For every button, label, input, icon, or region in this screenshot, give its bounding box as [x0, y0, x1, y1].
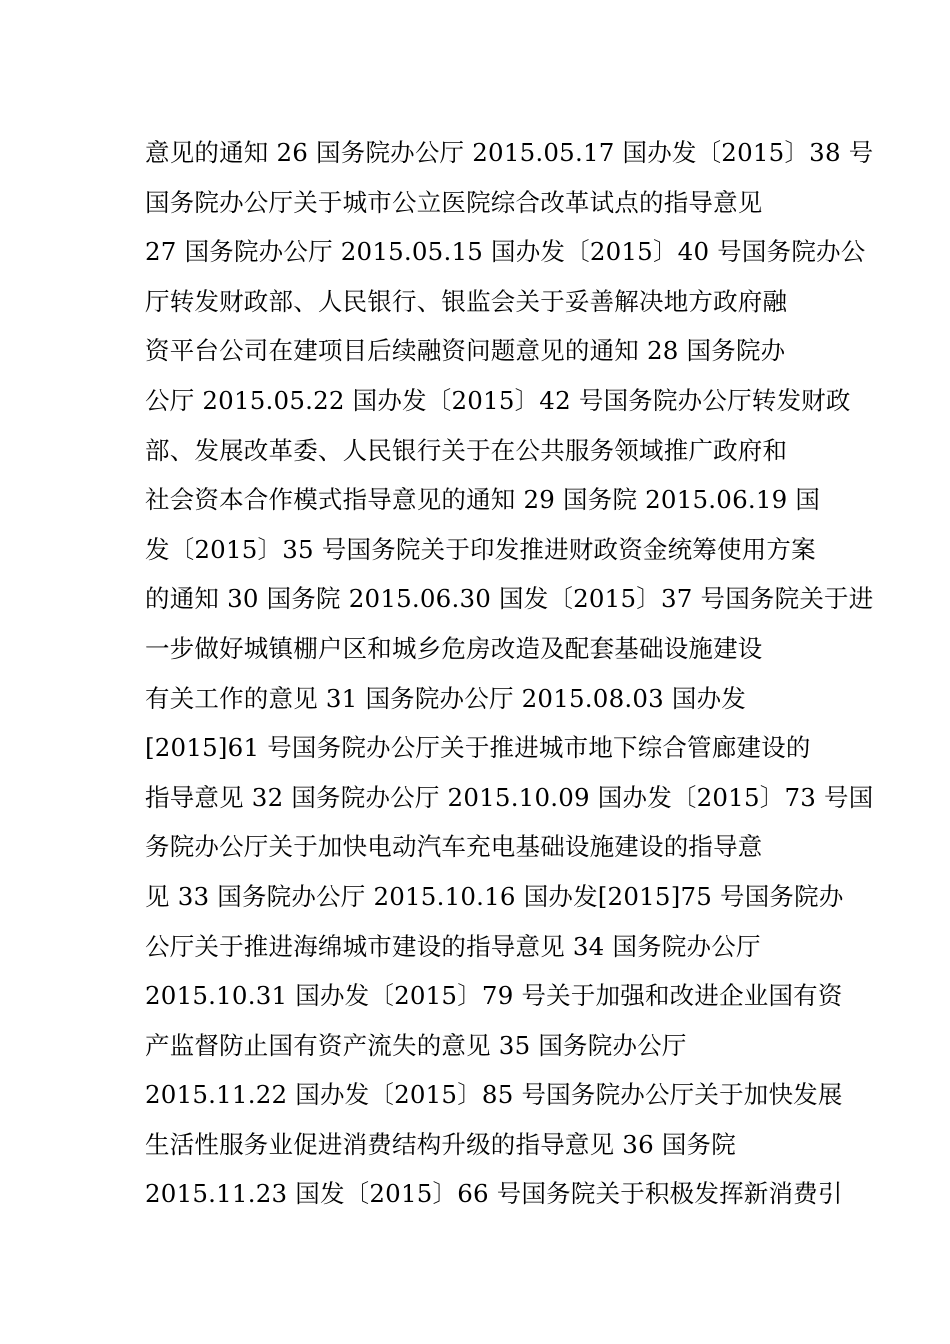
text-line-14: 指导意见 32 国务院办公厅 2015.10.09 国办发〔2015〕73 号国 [145, 782, 874, 812]
text-line-19: 产监督防止国有资产流失的意见 35 国务院办公厅 [145, 1030, 687, 1060]
text-line-8: 社会资本合作模式指导意见的通知 29 国务院 2015.06.19 国 [145, 485, 821, 515]
text-line-7: 部、发展改革委、人民银行关于在公共服务领域推广政府和 [145, 435, 788, 465]
text-line-13: [2015]61 号国务院办公厅关于推进城市地下综合管廊建设的 [145, 733, 811, 763]
text-line-20: 2015.11.22 国办发〔2015〕85 号国务院办公厅关于加快发展 [145, 1080, 843, 1110]
text-line-17: 公厅关于推进海绵城市建设的指导意见 34 国务院办公厅 [145, 931, 761, 961]
text-line-4: 厅转发财政部、人民银行、银监会关于妥善解决地方政府融 [145, 286, 788, 316]
text-line-21: 生活性服务业促进消费结构升级的指导意见 36 国务院 [145, 1129, 736, 1159]
text-line-5: 资平台公司在建项目后续融资问题意见的通知 28 国务院办 [145, 336, 786, 366]
text-line-10: 的通知 30 国务院 2015.06.30 国发〔2015〕37 号国务院关于进 [145, 584, 874, 614]
text-line-2: 国务院办公厅关于城市公立医院综合改革试点的指导意见 [145, 187, 763, 217]
text-line-1: 意见的通知 26 国务院办公厅 2015.05.17 国办发〔2015〕38 号 [145, 138, 874, 167]
text-line-12: 有关工作的意见 31 国务院办公厅 2015.08.03 国办发 [145, 683, 747, 713]
text-line-18: 2015.10.31 国办发〔2015〕79 号关于加强和改进企业国有资 [145, 981, 843, 1011]
body-text [145, 128, 874, 1219]
text-line-6: 公厅 2015.05.22 国办发〔2015〕42 号国务院办公厅转发财政 [145, 385, 851, 415]
text-line-3: 27 国务院办公厅 2015.05.15 国办发〔2015〕40 号国务院办公 [145, 237, 866, 267]
text-line-16: 见 33 国务院办公厅 2015.10.16 国办发[2015]75 号国务院办 [145, 881, 844, 911]
text-line-9: 发〔2015〕35 号国务院关于印发推进财政资金统筹使用方案 [145, 534, 816, 564]
text-line-11: 一步做好城镇棚户区和城乡危房改造及配套基础设施建设 [145, 633, 763, 663]
text-line-22: 2015.11.23 国发〔2015〕66 号国务院关于积极发挥新消费引 [145, 1179, 843, 1209]
text-line-15: 务院办公厅关于加快电动汽车充电基础设施建设的指导意 [145, 832, 763, 862]
